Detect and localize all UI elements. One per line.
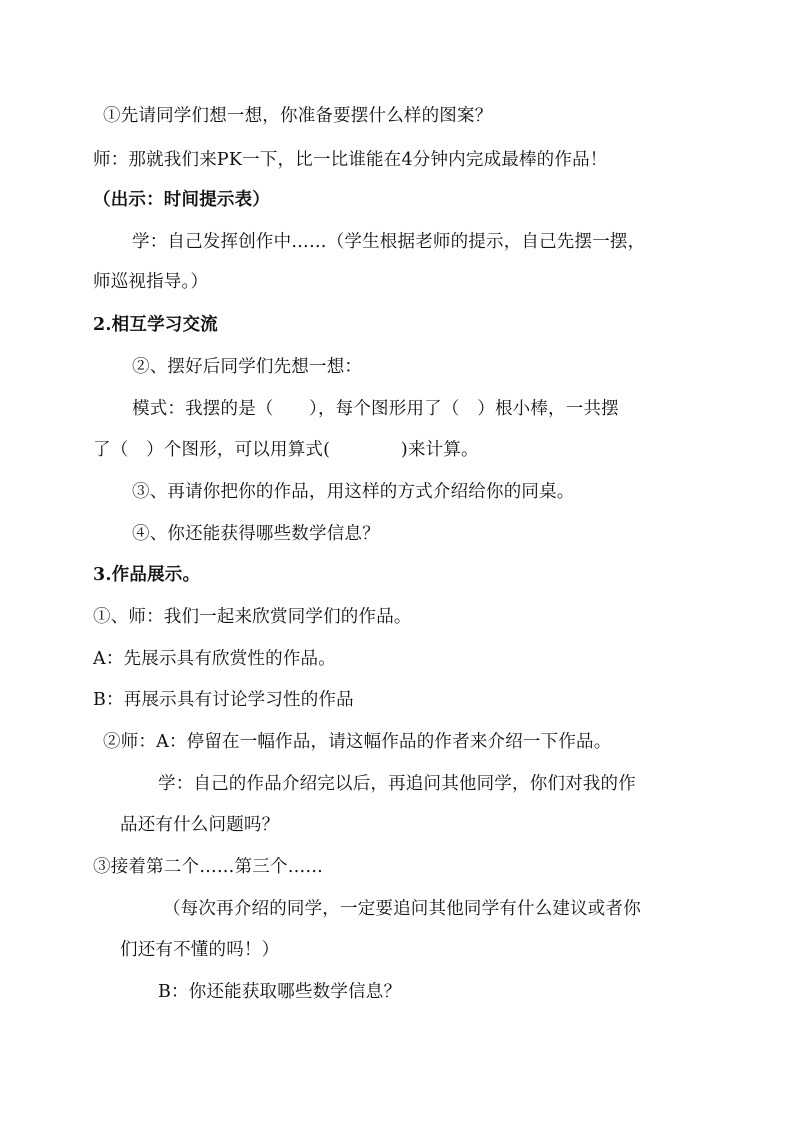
section-heading-2: 2.相互学习交流 bbox=[93, 315, 218, 335]
text-line-13: ①、师：我们一起来欣赏同学们的作品。 bbox=[93, 607, 412, 627]
text-line-17: 学：自己的作品介绍完以后，再追问其他同学，你们对我的作 bbox=[158, 774, 636, 794]
text-line-22: B：你还能获取哪些数学信息？ bbox=[158, 982, 402, 1002]
text-line-15: B：再展示具有讨论学习性的作品 bbox=[93, 690, 354, 710]
text-line-10: ③、再请你把你的作品，用这样的方式介绍给你的同桌。 bbox=[132, 482, 575, 502]
text-line-11: ④、你还能获得哪些数学信息？ bbox=[132, 524, 380, 544]
text-line-21: 们还有不懂的吗！） bbox=[120, 940, 280, 960]
text-line-4: 学：自己发挥创作中……（学生根据老师的提示，自己先摆一摆， bbox=[132, 232, 646, 252]
text-line-16: ②师：A：停留在一幅作品，请这幅作品的作者来介绍一下作品。 bbox=[103, 732, 612, 752]
text-line-5: 师巡视指导。） bbox=[93, 272, 209, 292]
text-line-19: ③接着第二个……第三个…… bbox=[93, 857, 324, 877]
text-line-14: A：先展示具有欣赏性的作品。 bbox=[93, 649, 336, 669]
text-line-8: 模式：我摆的是（ ），每个图形用了（ ）根小棒，一共摆 bbox=[132, 399, 619, 419]
section-heading-3: 3.作品展示。 bbox=[93, 565, 201, 585]
text-line-2: 师：那就我们来PK一下，比一比谁能在4分钟内完成最棒的作品！ bbox=[93, 150, 608, 170]
text-line-1: ①先请同学们想一想，你准备要摆什么样的图案？ bbox=[103, 106, 493, 126]
text-line-9: 了（ ）个图形，可以用算式( )来计算。 bbox=[93, 440, 479, 460]
text-line-7: ②、摆好后同学们先想一想： bbox=[132, 357, 363, 377]
text-line-20: （每次再介绍的同学，一定要追问其他同学有什么建议或者你 bbox=[163, 899, 641, 919]
text-line-18: 品还有什么问题吗？ bbox=[120, 815, 280, 835]
text-line-3-heading: （出示：时间提示表） bbox=[93, 190, 270, 210]
